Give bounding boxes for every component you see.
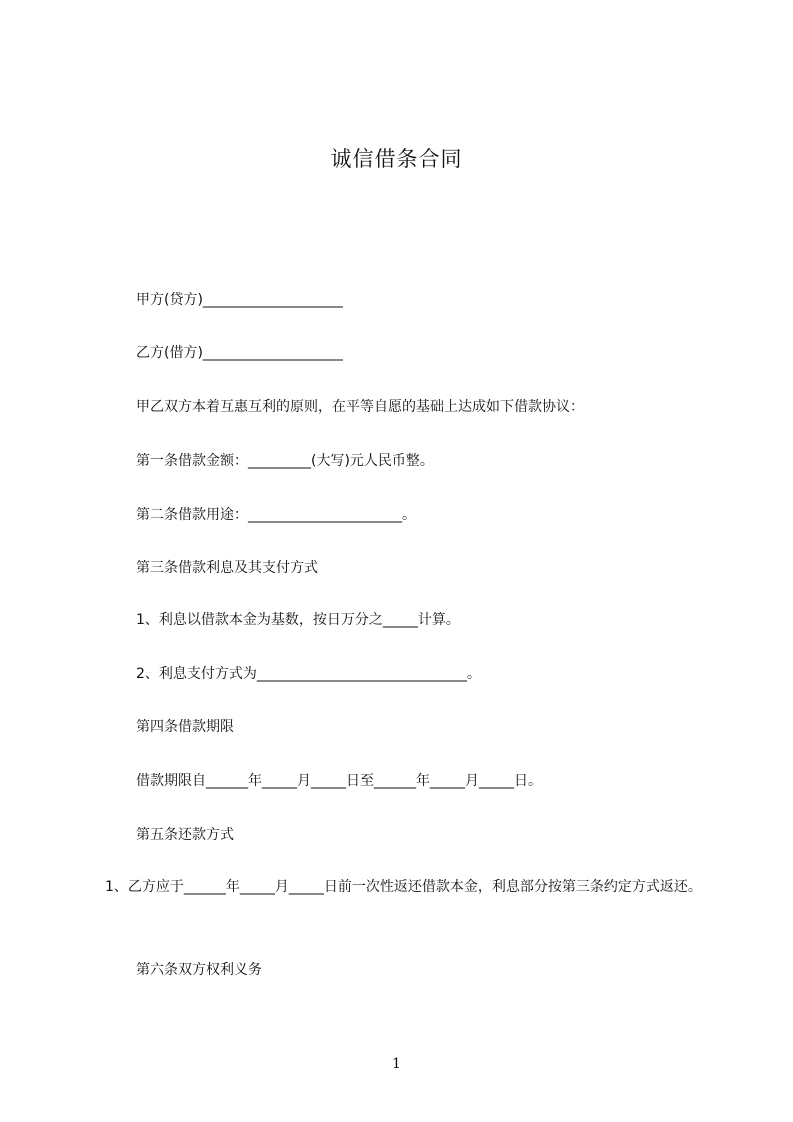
party-b-line: 乙方(借方)____________________ xyxy=(136,345,343,361)
page-number: 1 xyxy=(392,1056,401,1072)
document-title: 诚信借条合同 xyxy=(330,147,463,171)
preamble-text: 甲乙双方本着互惠互利的原则，在平等自愿的基础上达成如下借款协议： xyxy=(136,399,584,415)
article-2-purpose: 第二条借款用途：______________________。 xyxy=(136,507,416,523)
article-3-item-1: 1、利息以借款本金为基数，按日万分之_____计算。 xyxy=(136,612,460,628)
article-5-item-1: 1、乙方应于______年_____月_____日前一次性返还借款本金，利息部分按第三条约定方式返还。 xyxy=(105,879,702,895)
article-1-amount: 第一条借款金额：_________(大写)元人民币整。 xyxy=(136,453,434,469)
article-5-heading: 第五条还款方式 xyxy=(136,827,234,843)
article-3-item-2: 2、利息支付方式为______________________________。 xyxy=(136,666,481,682)
article-6-heading: 第六条双方权利义务 xyxy=(136,962,262,978)
article-4-heading: 第四条借款期限 xyxy=(136,719,234,735)
party-a-line: 甲方(贷方)____________________ xyxy=(136,292,343,308)
article-3-heading: 第三条借款利息及其支付方式 xyxy=(136,560,318,576)
article-4-body: 借款期限自______年_____月_____日至______年_____月_____日。 xyxy=(136,773,542,789)
